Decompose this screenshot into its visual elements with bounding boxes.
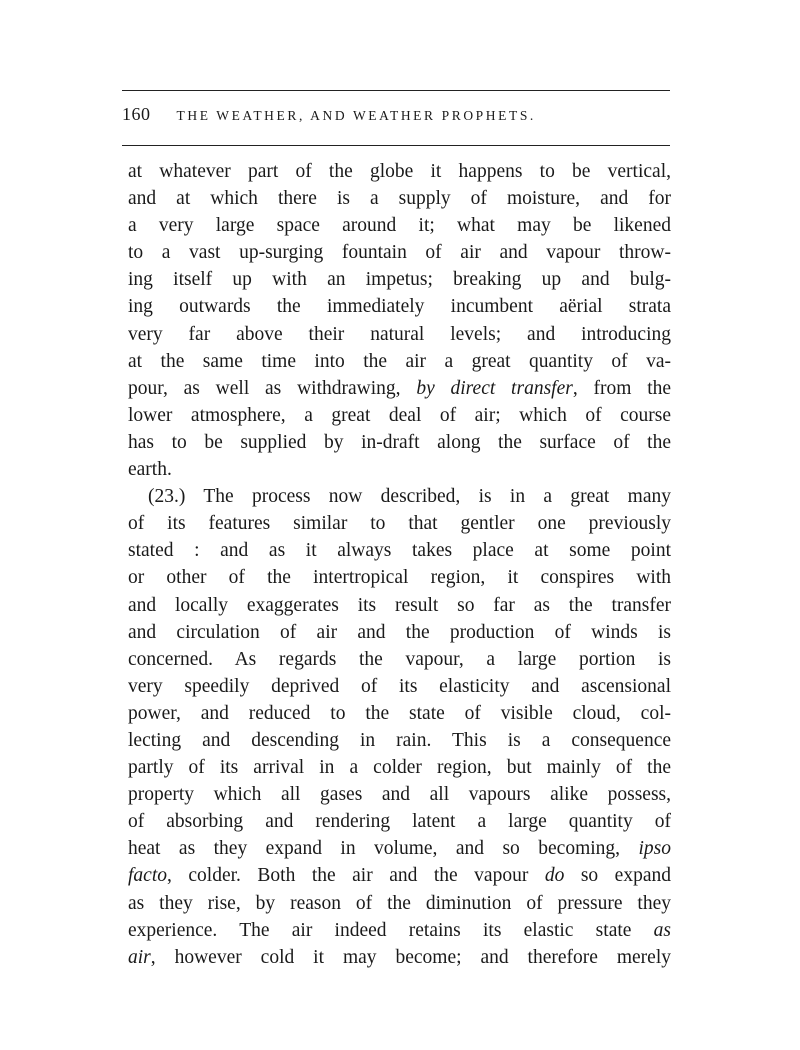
text-line <box>128 321 671 348</box>
italic-text: by direct transfer <box>416 377 573 399</box>
text-line <box>128 564 671 591</box>
text-segment: or other of the intertropical region, it conspires with <box>128 567 671 589</box>
text-segment: of absorbing and rendering latent a large quantity of <box>128 811 671 833</box>
text-segment: concerned. As regards the vapour, a large portion is <box>128 648 671 670</box>
text-segment: at whatever part of the globe it happens to be vertical, <box>128 161 671 182</box>
text-line <box>128 402 671 429</box>
text-line <box>128 727 671 754</box>
text-line <box>128 375 671 402</box>
text-line <box>128 592 671 619</box>
text-segment: (23.) The process now described, is in a great many <box>148 486 671 508</box>
body-text <box>128 158 671 971</box>
text-segment: partly of its arrival in a colder region, but mainly of the <box>128 757 671 779</box>
text-line <box>128 266 671 293</box>
text-segment: ing outwards the immediately incumbent aërial strata <box>128 296 671 318</box>
text-segment: at the same time into the air a great quantity of va- <box>128 350 671 372</box>
text-segment: a very large space around it; what may be likened <box>128 215 671 237</box>
text-segment: and circulation of air and the production of winds is <box>128 621 671 643</box>
text-segment: very far above their natural levels; and introducing <box>128 323 671 345</box>
text-segment: heat as they expand in volume, and so becoming, <box>128 838 639 860</box>
header-rule-bottom <box>122 145 670 146</box>
text-line <box>128 429 671 456</box>
text-segment: of its features similar to that gentler one previously <box>128 513 671 535</box>
text-line <box>128 754 671 781</box>
text-segment: , however cold it may become; and therefore merely <box>150 946 671 968</box>
text-segment: earth. <box>128 459 172 481</box>
text-line <box>128 239 671 266</box>
text-segment: very speedily deprived of its elasticity and ascensional <box>128 675 671 697</box>
text-line <box>128 158 671 185</box>
page-number: 160 <box>122 104 151 124</box>
text-segment: , colder. Both the air and the vapour <box>167 865 545 887</box>
page-header <box>122 104 670 132</box>
text-line <box>128 348 671 375</box>
text-segment: and at which there is a supply of moisture, and for <box>128 188 671 210</box>
text-line <box>128 944 671 971</box>
italic-text: facto <box>128 865 167 887</box>
text-line <box>128 646 671 673</box>
text-line <box>128 673 671 700</box>
text-segment: , from the <box>572 377 672 399</box>
text-line <box>128 456 671 483</box>
text-segment: lower atmosphere, a great deal of air; which of course <box>128 404 671 426</box>
text-line <box>128 890 671 917</box>
text-line <box>128 835 671 862</box>
text-line <box>128 510 671 537</box>
italic-text: do <box>544 865 565 887</box>
italic-text: air <box>128 946 151 968</box>
text-segment: experience. The air indeed retains its elastic state <box>128 919 654 941</box>
text-line <box>128 917 671 944</box>
text-line <box>128 700 671 727</box>
text-line <box>128 619 671 646</box>
text-line <box>128 808 671 835</box>
text-segment: property which all gases and all vapours alike possess, <box>128 784 671 806</box>
text-segment: to a vast up-surging fountain of air and vapour throw- <box>128 242 671 264</box>
text-segment: lecting and descending in rain. This is a consequence <box>128 729 671 751</box>
text-segment: so expand <box>564 865 671 887</box>
running-head: THE WEATHER, AND WEATHER PROPHETS. <box>176 108 536 123</box>
text-line <box>128 537 671 564</box>
italic-text: as <box>653 919 671 941</box>
header-rule-top <box>122 90 670 91</box>
text-line <box>128 185 671 212</box>
text-line <box>128 483 671 510</box>
text-line <box>128 862 671 889</box>
text-segment: stated : and as it always takes place at some point <box>128 540 671 562</box>
text-segment: ing itself up with an impetus; breaking up and bulg- <box>128 269 671 291</box>
italic-text: ipso <box>638 838 671 860</box>
text-line <box>128 293 671 320</box>
text-segment: and locally exaggerates its result so far as the transfer <box>128 594 671 616</box>
text-segment: pour, as well as withdrawing, <box>128 377 417 399</box>
text-segment: has to be supplied by in-draft along the surface of the <box>128 431 671 453</box>
text-segment: power, and reduced to the state of visible cloud, col- <box>128 702 671 724</box>
text-line <box>128 212 671 239</box>
text-segment: as they rise, by reason of the diminution of pressure they <box>128 892 671 914</box>
text-line <box>128 781 671 808</box>
